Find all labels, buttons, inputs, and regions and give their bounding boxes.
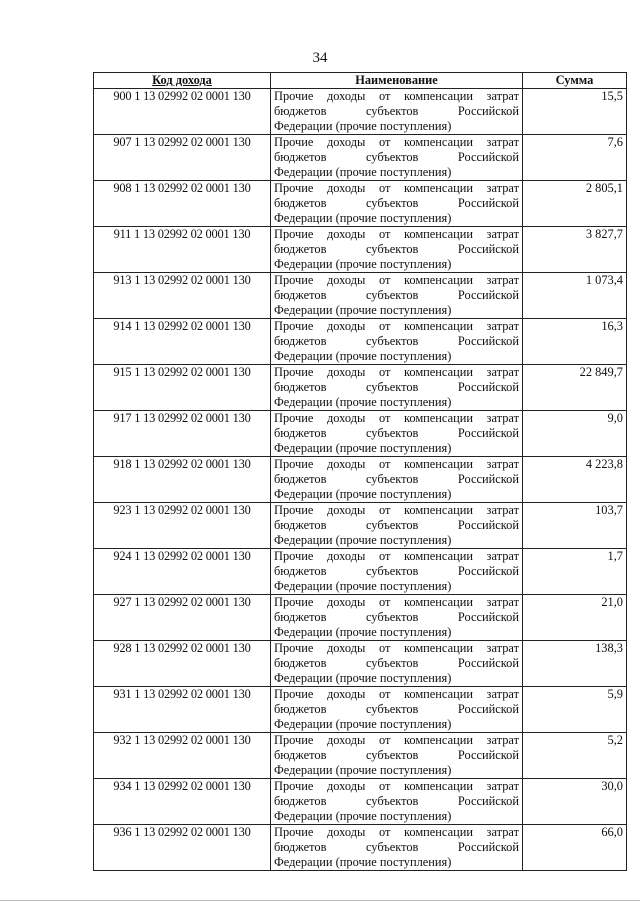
revenue-name-line: Прочие доходы от компенсации затрат	[274, 319, 519, 333]
revenue-name-line: Федерации (прочие поступления)	[274, 487, 452, 501]
revenue-code-cell: 924 1 13 02992 02 0001 130	[94, 549, 271, 595]
revenue-code-cell: 936 1 13 02992 02 0001 130	[94, 825, 271, 871]
revenue-name-line: бюджетов субъектов Российской	[274, 518, 519, 532]
revenue-name-line: Федерации (прочие поступления)	[274, 671, 452, 685]
revenue-name-cell	[271, 503, 523, 549]
table-row	[94, 687, 627, 733]
revenue-name-cell	[271, 181, 523, 227]
page-number: 34	[312, 50, 328, 66]
revenue-code-cell: 917 1 13 02992 02 0001 130	[94, 411, 271, 457]
page-bottom-edge	[0, 900, 640, 901]
revenue-name-line: Прочие доходы от компенсации затрат	[274, 641, 519, 655]
revenue-name-line: Федерации (прочие поступления)	[274, 579, 452, 593]
header-name: Наименование	[271, 73, 523, 89]
revenue-amount-cell: 16,3	[523, 319, 627, 365]
revenue-amount-cell: 66,0	[523, 825, 627, 871]
revenue-code-cell: 914 1 13 02992 02 0001 130	[94, 319, 271, 365]
revenue-name-line: Федерации (прочие поступления)	[274, 809, 452, 823]
revenue-name-cell	[271, 365, 523, 411]
revenue-name-line: бюджетов субъектов Российской	[274, 150, 519, 164]
revenue-code-cell: 913 1 13 02992 02 0001 130	[94, 273, 271, 319]
table-row	[94, 779, 627, 825]
revenue-name-line: Прочие доходы от компенсации затрат	[274, 595, 519, 609]
revenue-amount-cell: 138,3	[523, 641, 627, 687]
revenue-code-cell: 931 1 13 02992 02 0001 130	[94, 687, 271, 733]
revenue-name-line: Федерации (прочие поступления)	[274, 395, 452, 409]
revenue-name-line: Прочие доходы от компенсации затрат	[274, 779, 519, 793]
revenue-code-cell: 900 1 13 02992 02 0001 130	[94, 89, 271, 135]
revenue-name-line: Прочие доходы от компенсации затрат	[274, 411, 519, 425]
revenue-name-cell	[271, 89, 523, 135]
revenue-name-line: Прочие доходы от компенсации затрат	[274, 135, 519, 149]
table-row	[94, 273, 627, 319]
revenue-code-cell: 927 1 13 02992 02 0001 130	[94, 595, 271, 641]
revenue-name-cell	[271, 687, 523, 733]
table-row	[94, 549, 627, 595]
revenue-name-line: бюджетов субъектов Российской	[274, 564, 519, 578]
revenue-name-line: бюджетов субъектов Российской	[274, 242, 519, 256]
revenue-name-line: Федерации (прочие поступления)	[274, 717, 452, 731]
revenue-amount-cell: 5,9	[523, 687, 627, 733]
revenue-amount-cell: 4 223,8	[523, 457, 627, 503]
revenue-name-line: бюджетов субъектов Российской	[274, 426, 519, 440]
revenue-amount-cell: 21,0	[523, 595, 627, 641]
table-row	[94, 181, 627, 227]
revenue-amount-cell: 1 073,4	[523, 273, 627, 319]
revenue-name-line: Федерации (прочие поступления)	[274, 349, 452, 363]
revenue-amount-cell: 2 805,1	[523, 181, 627, 227]
revenue-name-line: бюджетов субъектов Российской	[274, 380, 519, 394]
revenue-name-line: Прочие доходы от компенсации затрат	[274, 503, 519, 517]
header-amount: Сумма	[523, 73, 627, 89]
revenue-name-line: бюджетов субъектов Российской	[274, 840, 519, 854]
revenue-name-line: бюджетов субъектов Российской	[274, 288, 519, 302]
revenue-name-line: Прочие доходы от компенсации затрат	[274, 733, 519, 747]
revenue-name-cell	[271, 733, 523, 779]
revenue-amount-cell: 9,0	[523, 411, 627, 457]
revenue-name-line: Прочие доходы от компенсации затрат	[274, 687, 519, 701]
revenue-table	[93, 72, 627, 871]
revenue-code-cell: 911 1 13 02992 02 0001 130	[94, 227, 271, 273]
table-row	[94, 365, 627, 411]
revenue-amount-cell: 103,7	[523, 503, 627, 549]
revenue-amount-cell: 22 849,7	[523, 365, 627, 411]
revenue-name-line: бюджетов субъектов Российской	[274, 104, 519, 118]
revenue-name-line: Федерации (прочие поступления)	[274, 119, 452, 133]
revenue-name-line: Федерации (прочие поступления)	[274, 165, 452, 179]
revenue-code-cell: 907 1 13 02992 02 0001 130	[94, 135, 271, 181]
revenue-name-cell	[271, 319, 523, 365]
revenue-code-cell: 915 1 13 02992 02 0001 130	[94, 365, 271, 411]
revenue-amount-cell: 30,0	[523, 779, 627, 825]
revenue-name-cell	[271, 457, 523, 503]
revenue-name-cell	[271, 549, 523, 595]
revenue-name-line: Федерации (прочие поступления)	[274, 855, 452, 869]
revenue-code-cell: 932 1 13 02992 02 0001 130	[94, 733, 271, 779]
table-row	[94, 135, 627, 181]
revenue-name-line: Прочие доходы от компенсации затрат	[274, 227, 519, 241]
revenue-name-line: Прочие доходы от компенсации затрат	[274, 825, 519, 839]
revenue-name-line: Прочие доходы от компенсации затрат	[274, 457, 519, 471]
revenue-name-cell	[271, 227, 523, 273]
revenue-name-line: Прочие доходы от компенсации затрат	[274, 89, 519, 103]
revenue-name-cell	[271, 273, 523, 319]
table-row	[94, 595, 627, 641]
revenue-name-line: Федерации (прочие поступления)	[274, 533, 452, 547]
table-row	[94, 733, 627, 779]
revenue-name-line: бюджетов субъектов Российской	[274, 656, 519, 670]
table-row	[94, 227, 627, 273]
table-header-row	[94, 73, 627, 89]
revenue-name-line: Прочие доходы от компенсации затрат	[274, 181, 519, 195]
revenue-name-line: Прочие доходы от компенсации затрат	[274, 365, 519, 379]
table-row	[94, 319, 627, 365]
table-row	[94, 89, 627, 135]
revenue-name-line: бюджетов субъектов Российской	[274, 196, 519, 210]
revenue-name-cell	[271, 641, 523, 687]
revenue-name-line: бюджетов субъектов Российской	[274, 794, 519, 808]
revenue-code-cell: 923 1 13 02992 02 0001 130	[94, 503, 271, 549]
table-row	[94, 457, 627, 503]
revenue-name-line: Федерации (прочие поступления)	[274, 625, 452, 639]
revenue-name-cell	[271, 825, 523, 871]
revenue-amount-cell: 15,5	[523, 89, 627, 135]
revenue-name-line: бюджетов субъектов Российской	[274, 472, 519, 486]
table-row	[94, 825, 627, 871]
revenue-amount-cell: 1,7	[523, 549, 627, 595]
revenue-name-line: бюджетов субъектов Российской	[274, 334, 519, 348]
revenue-amount-cell: 7,6	[523, 135, 627, 181]
revenue-name-line: Прочие доходы от компенсации затрат	[274, 273, 519, 287]
table-row	[94, 411, 627, 457]
revenue-name-line: Федерации (прочие поступления)	[274, 211, 452, 225]
table-row	[94, 503, 627, 549]
revenue-amount-cell: 5,2	[523, 733, 627, 779]
revenue-name-line: Прочие доходы от компенсации затрат	[274, 549, 519, 563]
revenue-amount-cell: 3 827,7	[523, 227, 627, 273]
revenue-name-line: Федерации (прочие поступления)	[274, 303, 452, 317]
revenue-name-line: бюджетов субъектов Российской	[274, 610, 519, 624]
revenue-name-line: Федерации (прочие поступления)	[274, 441, 452, 455]
revenue-code-cell: 918 1 13 02992 02 0001 130	[94, 457, 271, 503]
revenue-name-line: бюджетов субъектов Российской	[274, 748, 519, 762]
table-row	[94, 641, 627, 687]
revenue-name-cell	[271, 779, 523, 825]
revenue-name-cell	[271, 595, 523, 641]
revenue-name-cell	[271, 411, 523, 457]
revenue-code-cell: 928 1 13 02992 02 0001 130	[94, 641, 271, 687]
revenue-name-line: Федерации (прочие поступления)	[274, 763, 452, 777]
revenue-code-cell: 934 1 13 02992 02 0001 130	[94, 779, 271, 825]
table-body	[94, 89, 627, 871]
revenue-code-cell: 908 1 13 02992 02 0001 130	[94, 181, 271, 227]
revenue-name-line: Федерации (прочие поступления)	[274, 257, 452, 271]
revenue-name-line: бюджетов субъектов Российской	[274, 702, 519, 716]
header-code: Код дохода	[94, 73, 271, 89]
revenue-name-cell	[271, 135, 523, 181]
